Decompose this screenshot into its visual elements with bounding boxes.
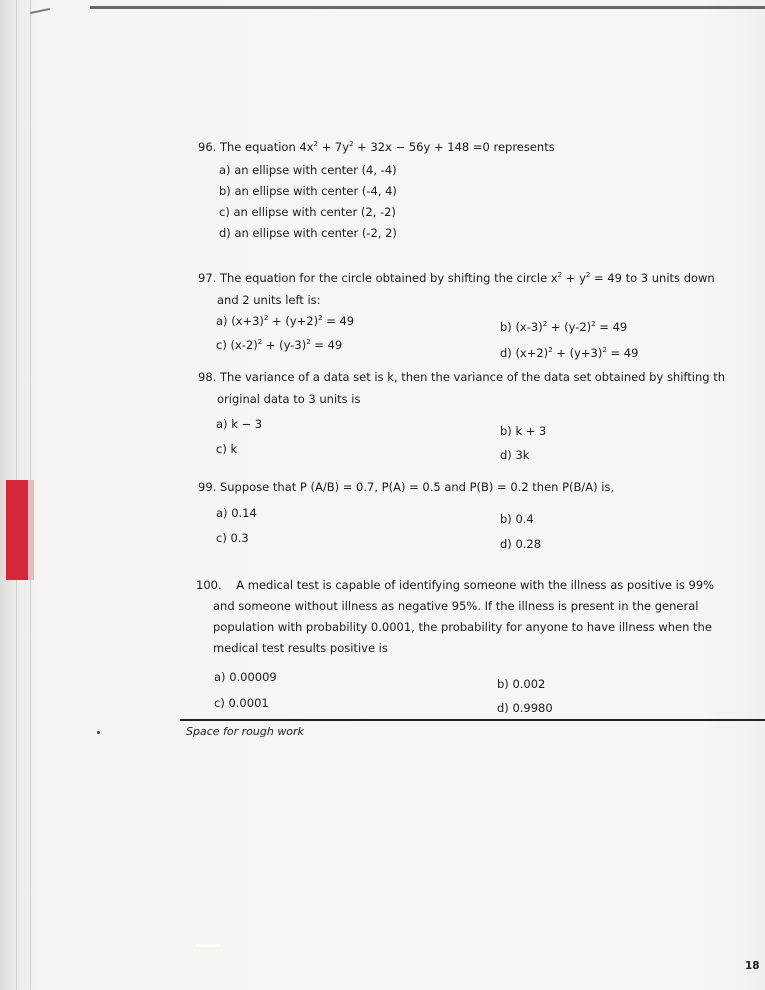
question-stem-continued: and 2 units left is:: [217, 293, 321, 307]
option-a: a) an ellipse with center (4, -4): [219, 163, 397, 177]
question-number: 97.: [198, 271, 217, 285]
question-stem: A medical test is capable of identifying someone with the illness as positive is 99%: [236, 578, 715, 592]
option-b: b) $(x-3)^2 + (y-2)^2 = 49$: [500, 320, 628, 334]
question-stem: Suppose that P (A/B) = 0.7, P(A) = 0.5 and P(B) = 0.2 then P(B/A) is,: [219, 480, 615, 494]
question-stem: The variance of a data set is k, then the variance of the data set obtained by shifting th: [219, 370, 726, 384]
question-number: 99.: [198, 480, 217, 494]
option-d: d) 3k: [500, 448, 530, 462]
option-d: d) 0.9980: [497, 701, 553, 715]
question-100: [196, 578, 757, 655]
question-number: 100.: [196, 578, 222, 592]
question-stem-continued: original data to 3 units is: [217, 392, 361, 406]
option-b: b) 0.4: [500, 512, 534, 526]
option-c: c) 0.0001: [214, 696, 269, 710]
option-c: c) an ellipse with center (2, -2): [219, 205, 396, 219]
option-a: a) $(x+3)^2 + (y+2)^2 = 49$: [216, 314, 355, 328]
option-a: a) 0.00009: [214, 670, 277, 684]
question-stem-continued: population with probability 0.0001, the probability for anyone to have illness when the: [213, 620, 712, 634]
question-stem: The equation $4x^2 + 7y^2 + 32x - 56y + 148 =0$ represents: [219, 140, 555, 154]
question-99: [198, 480, 757, 494]
option-a: a) k − 3: [216, 417, 263, 431]
scan-smudge: [196, 944, 220, 947]
option-b: b) k + 3: [500, 424, 547, 438]
page-number: 18: [745, 960, 760, 972]
footer-divider: [180, 719, 765, 721]
option-b: b) 0.002: [497, 677, 546, 691]
option-c: c) k: [216, 442, 238, 456]
option-d: d) 0.28: [500, 537, 542, 551]
option-c: c) $(x-2)^2 + (y-3)^2 = 49$: [216, 338, 343, 352]
option-d: d) an ellipse with center (-2, 2): [219, 226, 397, 240]
scan-speck: [97, 731, 100, 734]
question-stem-continued: and someone without illness as negative 95%. If the illness is present in the general: [213, 599, 699, 613]
option-c: c) 0.3: [216, 531, 249, 545]
question-97: [198, 271, 757, 307]
option-b: b) an ellipse with center (-4, 4): [219, 184, 397, 198]
question-96: [198, 140, 757, 154]
question-number: 98.: [198, 370, 217, 384]
question-stem: The equation for the circle obtained by shifting the circle $x^2 + y^2 = 49$ to 3 units down: [219, 271, 715, 285]
option-d: d) $(x+2)^2 + (y+3)^2 = 49$: [500, 346, 639, 360]
rough-work-label: Space for rough work: [186, 725, 304, 738]
question-98: [198, 370, 757, 406]
question-number: 96.: [198, 140, 217, 154]
option-a: a) 0.14: [216, 506, 257, 520]
question-stem-continued: medical test results positive is: [213, 641, 388, 655]
